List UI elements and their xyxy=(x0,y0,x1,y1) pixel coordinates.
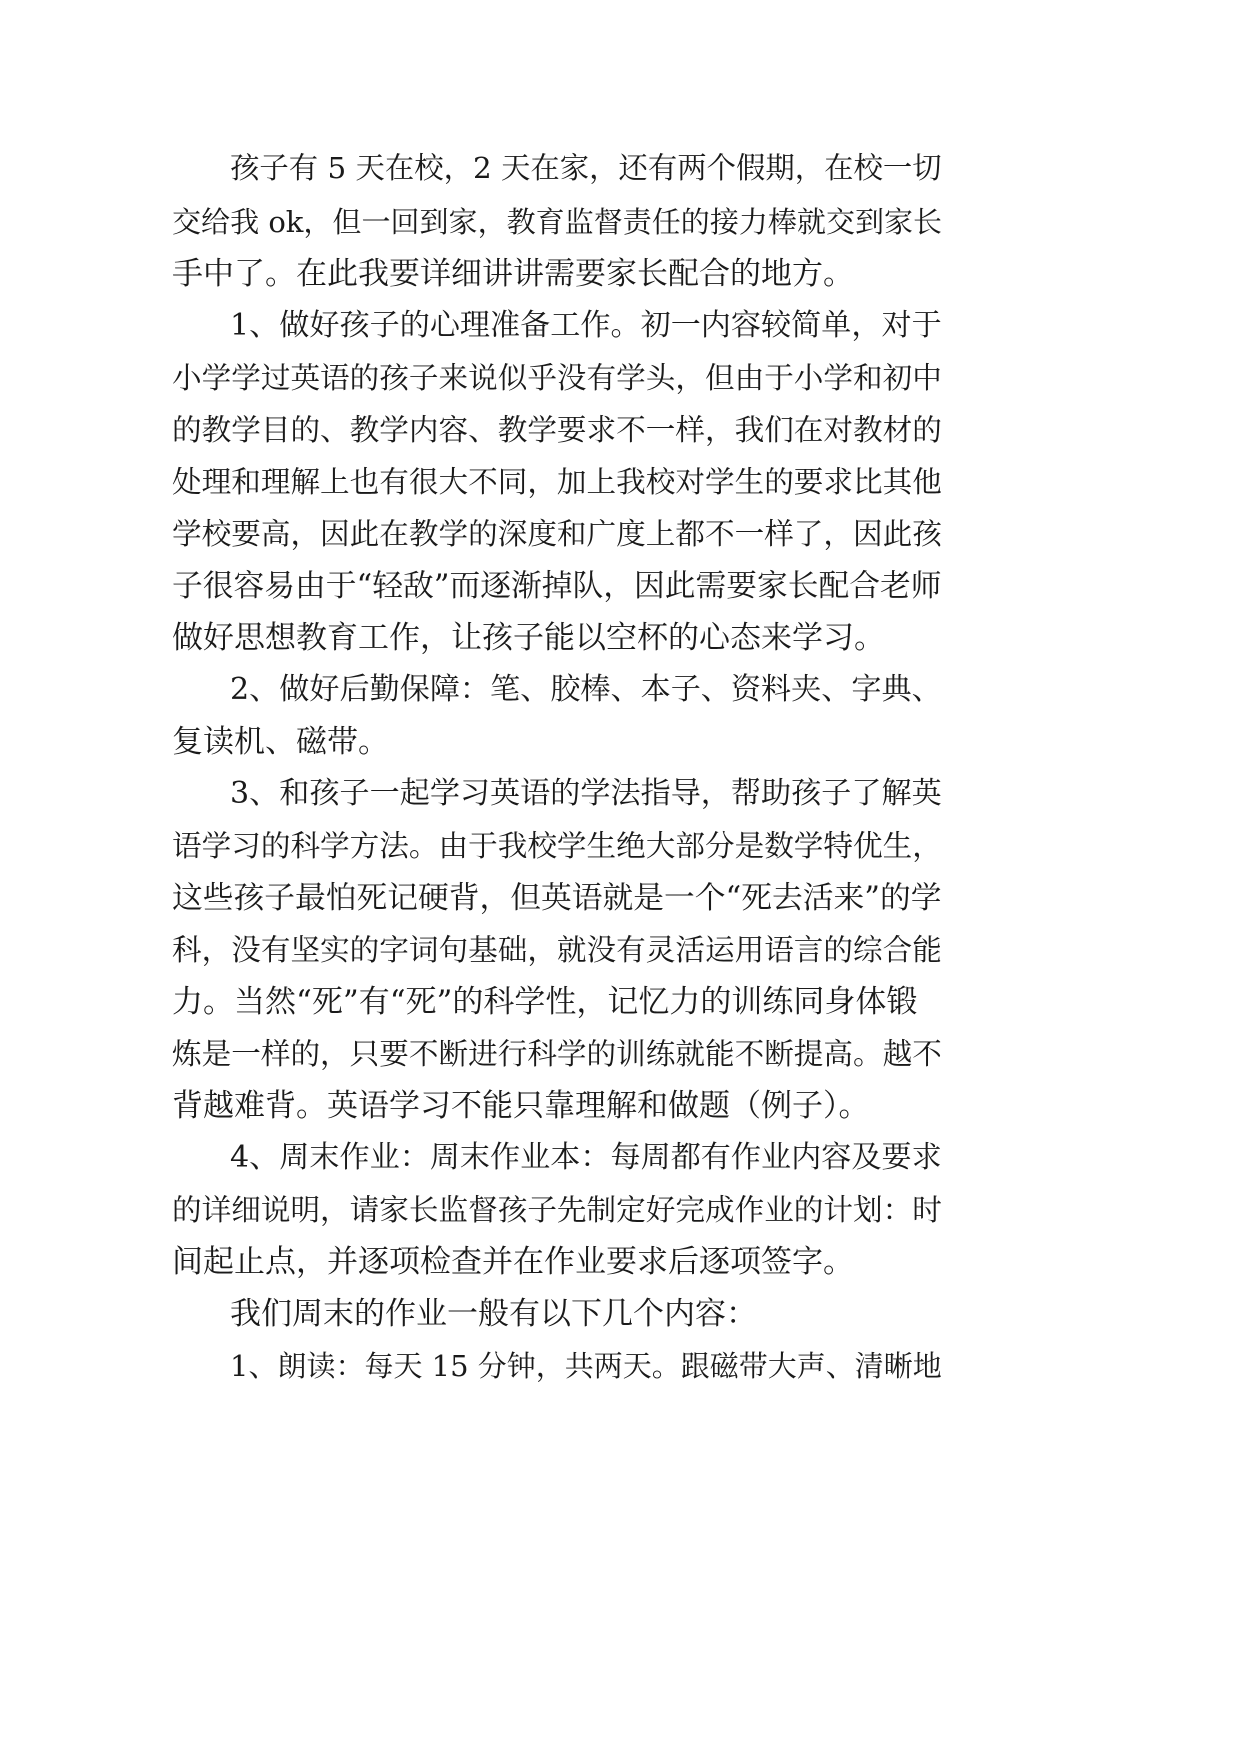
text-line xyxy=(0,868,1241,928)
text-line xyxy=(0,400,1241,460)
line-text: 的详细说明，请家长监督孩子先制定好完成作业的计划：时 xyxy=(172,1193,942,1227)
line-text: 的教学目的、教学内容、教学要求不一样，我们在对教材的 xyxy=(172,413,942,447)
text-line xyxy=(0,712,1241,772)
line-text: 3、和孩子一起学习英语的学法指导，帮助孩子了解英 xyxy=(230,776,942,811)
line-text: 力。当然“死”有“死”的科学性，记忆力的训练同身体锻 xyxy=(172,984,918,1020)
line-text: 科，没有坚实的字词句基础，就没有灵活运用语言的综合能 xyxy=(172,933,942,967)
line-text: 小学学过英语的孩子来说似乎没有学头，但由于小学和初中 xyxy=(172,361,942,395)
line-text: 孩子有 5 天在校，2 天在家，还有两个假期，在校一切 xyxy=(230,151,942,185)
text-line xyxy=(0,660,1241,720)
line-text: 2、做好后勤保障：笔、胶棒、本子、资料夹、字典、 xyxy=(230,672,942,707)
text-line xyxy=(0,1128,1241,1188)
text-line xyxy=(0,1076,1241,1136)
text-line xyxy=(0,452,1241,512)
line-text: 语学习的科学方法。由于我校学生绝大部分是数学特优生， xyxy=(172,829,942,863)
line-text: 子很容易由于“轻敌”而逐渐掉队，因此需要家长配合老师 xyxy=(172,568,942,604)
line-text: 背越难背。英语学习不能只靠理解和做题（例子）。 xyxy=(172,1088,870,1124)
text-line xyxy=(0,1336,1241,1396)
text-line xyxy=(0,920,1241,980)
line-text: 学校要高，因此在教学的深度和广度上都不一样了，因此孩 xyxy=(172,517,942,551)
text-line xyxy=(0,1232,1241,1292)
line-text: 复读机、磁带。 xyxy=(172,724,389,760)
text-line xyxy=(0,192,1241,252)
line-text: 做好思想教育工作，让孩子能以空杯的心态来学习。 xyxy=(172,620,885,656)
text-line xyxy=(0,608,1241,668)
line-text: 处理和理解上也有很大不同，加上我校对学生的要求比其他 xyxy=(172,465,942,499)
text-line xyxy=(0,296,1241,356)
text-line xyxy=(0,1180,1241,1240)
text-line xyxy=(0,972,1241,1032)
line-text: 4、周末作业：周末作业本：每周都有作业内容及要求 xyxy=(230,1140,942,1175)
text-line xyxy=(0,504,1241,564)
text-line xyxy=(0,556,1241,616)
line-text: 1、做好孩子的心理准备工作。初一内容较简单，对于 xyxy=(230,308,942,343)
text-line xyxy=(0,1024,1241,1084)
text-line xyxy=(0,244,1241,304)
line-text: 间起止点，并逐项检查并在作业要求后逐项签字。 xyxy=(172,1244,854,1280)
line-text: 交给我 ok，但一回到家，教育监督责任的接力棒就交到家长 xyxy=(172,205,943,239)
text-line xyxy=(0,138,1241,198)
line-text: 我们周末的作业一般有以下几个内容： xyxy=(230,1296,757,1332)
text-line xyxy=(0,764,1241,824)
line-text: 这些孩子最怕死记硬背，但英语就是一个“死去活来”的学 xyxy=(172,880,942,916)
line-text: 炼是一样的，只要不断进行科学的训练就能不断提高。越不 xyxy=(172,1037,942,1071)
text-line xyxy=(0,1284,1241,1344)
text-line xyxy=(0,816,1241,876)
line-text: 手中了。在此我要详细讲讲需要家长配合的地方。 xyxy=(172,256,854,292)
text-line xyxy=(0,348,1241,408)
line-text: 1、朗读：每天 15 分钟，共两天。跟磁带大声、清晰地 xyxy=(230,1349,942,1383)
